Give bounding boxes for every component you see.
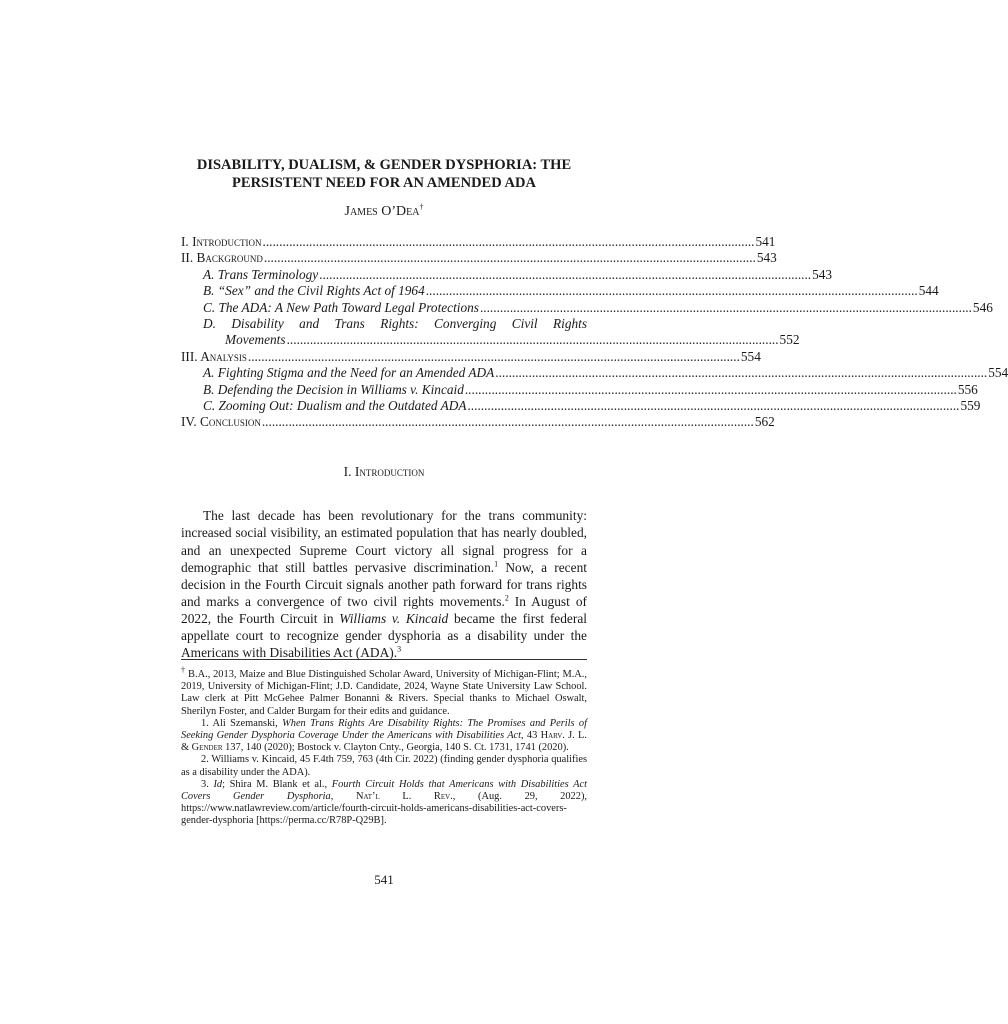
footnote-1-volume: , 43	[521, 730, 541, 742]
toc-entry-background	[181, 250, 777, 266]
footnote-3-title: Fourth Circuit Holds that Americans with Disabilities Act Covers Gender Dysphoria	[181, 778, 587, 803]
footnote-dagger: †	[181, 665, 186, 675]
toc-leader: ....................................................................................................................................................	[467, 397, 960, 413]
footnote-1-title: When Trans Rights Are Disability Rights: The Promises and Perils of Seeking Gender Dysphoria Coverage Under the Americans with Disabilities Act	[181, 717, 588, 742]
toc-leader: ....................................................................................................................................................	[247, 348, 740, 364]
footnote-1-prefix: 1. Ali Szemanski,	[201, 717, 283, 729]
table-of-contents	[181, 234, 1008, 431]
page-number: 541	[374, 872, 394, 887]
author-footnote-mark: †	[419, 202, 424, 212]
toc-entry-analysis	[181, 348, 761, 365]
body-text-4: became the first federal appellate court to recognize gender dysphoria as a disability under the Americans with Disabilities Act (ADA).	[181, 610, 587, 661]
toc-page: 541	[755, 234, 776, 249]
toc-label-prefix: B. Defending the Decision in	[203, 381, 361, 397]
toc-leader: ....................................................................................................................................................	[262, 234, 755, 249]
toc-label: II. Background	[181, 250, 263, 266]
toc-page: 543	[812, 266, 833, 282]
toc-entry-introduction	[181, 234, 776, 250]
toc-label: I. Introduction	[181, 234, 262, 249]
toc-leader: ....................................................................................................................................................	[495, 365, 988, 381]
footnote-3-id: Id	[213, 778, 223, 790]
toc-leader: ....................................................................................................................................................	[261, 414, 754, 430]
article-title	[181, 156, 587, 192]
toc-leader: ....................................................................................................................................................	[319, 266, 812, 282]
footnotes	[181, 665, 588, 828]
author-name: James O’Dea	[344, 204, 420, 219]
footnote-3-sep: ,	[330, 791, 356, 803]
author-byline	[181, 204, 587, 220]
toc-label-line-1: D. Disability and Trans Rights: Converging Civil Rights	[203, 315, 587, 331]
footnote-divider	[181, 659, 587, 660]
toc-leader: ....................................................................................................................................................	[464, 381, 957, 397]
toc-page: 543	[756, 250, 777, 266]
title-line-2: PERSISTENT NEED FOR AN AMENDED ADA	[232, 175, 536, 191]
toc-label-line-2-row	[203, 332, 800, 348]
toc-label	[203, 382, 464, 398]
toc-page: 559	[960, 397, 981, 413]
footnote-1-citation: 137, 140 (2020); Bostock v. Clayton Cnty., Georgia, 140 S. Ct. 1731, 1741 (2020).	[222, 742, 569, 754]
body-paragraph	[181, 507, 587, 661]
body-text-3: In August of 2022, the Fourth Circuit in	[181, 593, 587, 626]
body-text-1: The last decade has been revolutionary for the trans community: increased social visibility, an estimated population that has nearly doubled, and an unexpected Supreme Court victory all signal progress for a demographic that still battles pervasive discrimination.	[181, 508, 587, 575]
footnote-3-prefix: 3.	[201, 778, 214, 790]
toc-entry-conclusion	[181, 414, 775, 430]
toc-label: C. The ADA: A New Path Toward Legal Protections	[203, 299, 479, 315]
toc-label-case: Williams v. Kincaid	[360, 381, 464, 397]
toc-label: III. Analysis	[181, 348, 247, 364]
toc-leader: ....................................................................................................................................................	[286, 332, 779, 348]
toc-label: A. Fighting Stigma and the Need for an Amended ADA	[203, 365, 495, 381]
toc-entry-sex-civil-rights	[181, 283, 939, 299]
toc-page: 562	[754, 414, 775, 430]
toc-label: B. “Sex” and the Civil Rights Act of 1964	[203, 283, 425, 299]
toc-entry-defending-decision	[181, 381, 978, 398]
footnote-3-citation: , (Aug. 29, 2022), https://www.natlawreview.com/article/fourth-circuit-holds-americans-disabilities-act-covers-gender-dysphoria [https://perma.cc/R78P-Q29B].	[181, 791, 588, 827]
toc-page: 546	[972, 299, 993, 315]
toc-leader: ....................................................................................................................................................	[479, 299, 972, 315]
toc-label-line-2: Movements	[225, 332, 286, 348]
toc-leader: ....................................................................................................................................................	[425, 283, 918, 299]
footnote-1	[181, 718, 587, 755]
footnote-1-journal: Harv. J. L. & Gender	[181, 730, 587, 754]
toc-entry-ada-path	[181, 299, 993, 316]
toc-entry-fighting-stigma	[181, 365, 1008, 381]
body-text-2: Now, a recent decision in the Fourth Circuit signals another path forward for trans rights and marks a convergence of two civil rights movements.	[181, 559, 587, 609]
section-heading: I. Introduction	[343, 464, 425, 479]
toc-page: 554	[988, 365, 1008, 381]
footnote-3	[181, 779, 587, 828]
toc-leader: ....................................................................................................................................................	[263, 250, 756, 266]
footnote-3-authors: ; Shira M. Blank et al.,	[222, 778, 332, 790]
toc-page: 554	[740, 348, 761, 364]
toc-label: C. Zooming Out: Dualism and the Outdated ADA	[203, 397, 467, 413]
toc-page: 556	[957, 381, 978, 397]
footnote-ref-1: 1	[494, 559, 499, 569]
toc-entry-converging-movements	[181, 315, 800, 349]
toc-page: 544	[918, 283, 939, 299]
case-name: Williams v. Kincaid	[339, 610, 449, 626]
toc-entry-trans-terminology	[181, 266, 833, 283]
toc-label: IV. Conclusion	[181, 414, 261, 430]
title-line-1: DISABILITY, DUALISM, & GENDER DYSPHORIA: THE	[196, 157, 572, 173]
footnote-3-journal: Nat’l L. Rev.	[355, 791, 453, 803]
toc-entry-zooming-out	[181, 397, 981, 414]
footnote-author-text: B.A., 2013, Maize and Blue Distinguished Scholar Award, University of Michigan-Flint; M.A., 2019, University of Michigan-Flint; J.D. Candidate, 2024, Wayne State University Law School. Law clerk at Pitt McGehee Palmer Bonanni & Rivers. Special thanks to Michael Oswalt, Sherilyn Foster, and Calder Burgam for their edits and guidance.	[181, 669, 587, 717]
footnote-author	[181, 665, 587, 718]
footnote-ref-2: 2	[504, 593, 509, 603]
footnote-ref-3: 3	[397, 644, 402, 654]
toc-page: 552	[779, 332, 800, 348]
toc-label: A. Trans Terminology	[203, 266, 319, 282]
footnote-2: 2. Williams v. Kincaid, 45 F.4th 759, 763 (4th Cir. 2022) (finding gender dysphoria qualifies as a disability under the ADA).	[181, 754, 587, 778]
